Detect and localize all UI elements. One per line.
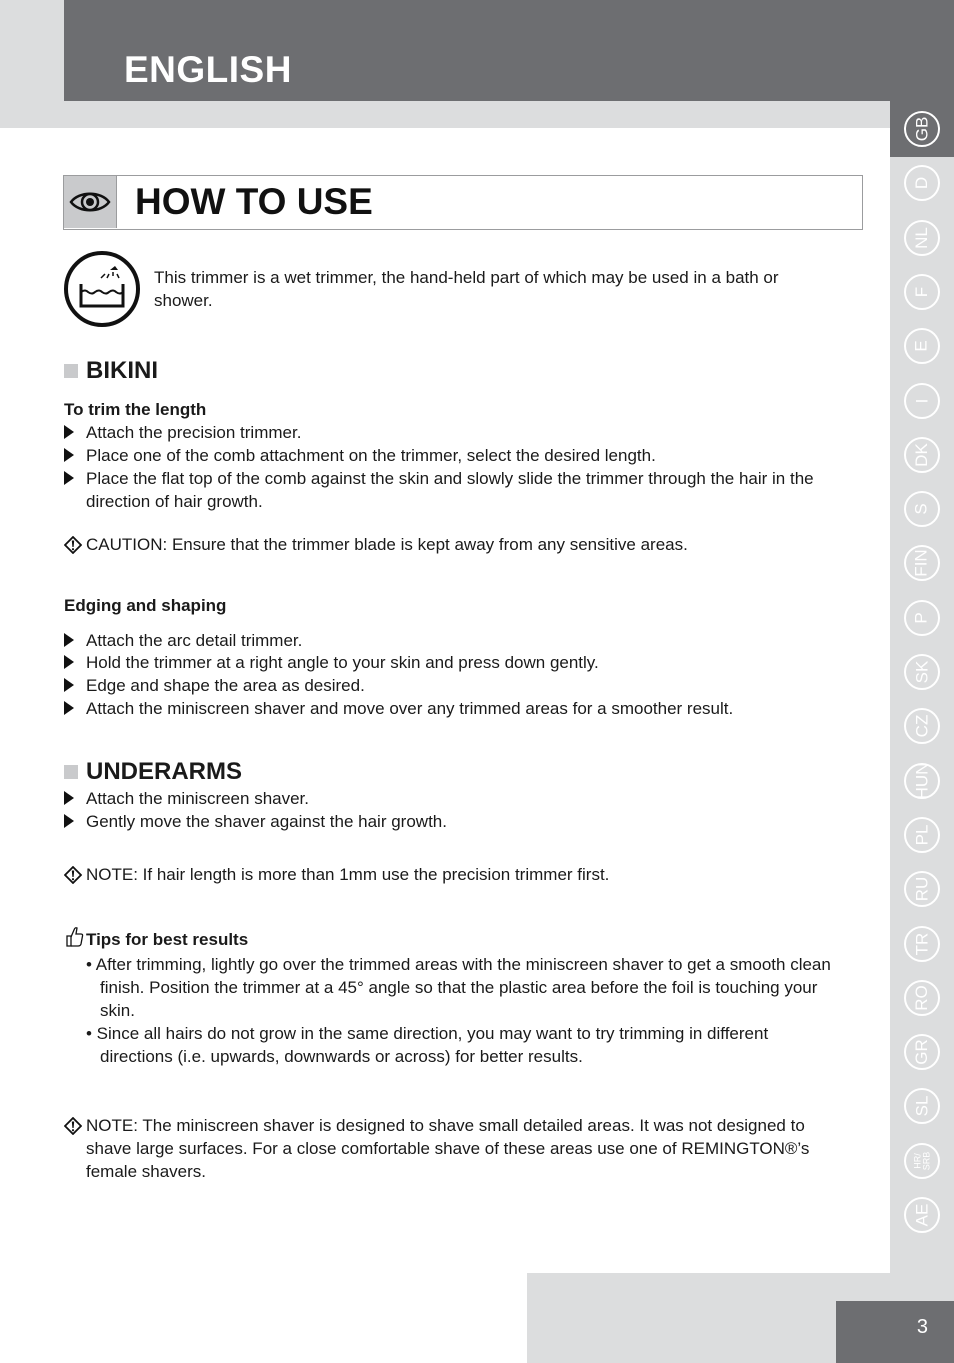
- language-circle: [904, 654, 940, 690]
- page-number: 3: [916, 1316, 928, 1338]
- language-tab[interactable]: [890, 101, 954, 157]
- language-circle: [904, 763, 940, 799]
- language-circle: [904, 491, 940, 527]
- list-item: Hold the trimmer at a right angle to your skin and press down gently.: [64, 651, 844, 674]
- language-tab[interactable]: [890, 318, 954, 374]
- language-code: F: [911, 286, 931, 298]
- arrow-bullet-icon: [64, 425, 74, 439]
- section-title-box: [63, 175, 863, 230]
- language-tab[interactable]: [890, 644, 954, 700]
- language-circle: [904, 980, 940, 1016]
- arrow-bullet-icon: [64, 448, 74, 462]
- language-circle: [904, 1088, 940, 1124]
- arrow-bullet-icon: [64, 701, 74, 715]
- underarms-heading: [64, 758, 242, 786]
- language-code: TR: [911, 932, 931, 955]
- language-tab[interactable]: [890, 698, 954, 754]
- language-code: P: [912, 612, 931, 624]
- language-code: FIN: [911, 549, 931, 578]
- language-tab[interactable]: [890, 1187, 954, 1243]
- language-code: HUN: [912, 762, 931, 800]
- edging-heading: Edging and shaping: [64, 596, 227, 615]
- language-circle: [904, 274, 940, 310]
- list-item: Gently move the shaver against the hair growth.: [64, 810, 844, 833]
- language-tab[interactable]: [890, 373, 954, 429]
- language-code: DK: [912, 442, 931, 467]
- language-code: AE: [912, 1203, 931, 1227]
- shaver-note: NOTE: The miniscreen shaver is designed to shave small detailed areas. It was not designed to shave large surfaces. For a close comfortable shave of these areas use one of REMINGTON®’s female shavers.: [64, 1114, 844, 1183]
- arrow-bullet-icon: [64, 678, 74, 692]
- language-code: S: [912, 503, 931, 515]
- language-tab[interactable]: [890, 1078, 954, 1134]
- eye-icon-cell: [64, 176, 117, 228]
- language-circle: [904, 708, 940, 744]
- language-circle: [904, 871, 940, 907]
- language-code: HR/ SRB: [911, 1151, 931, 1170]
- language-tab[interactable]: [890, 210, 954, 266]
- language-code: RO: [912, 985, 931, 1011]
- language-circle: [904, 111, 940, 147]
- language-code: PL: [911, 824, 931, 846]
- language-code: D: [912, 177, 931, 190]
- list-item: Place one of the comb attachment on the trimmer, select the desired length.: [64, 444, 844, 467]
- tips-heading: Tips for best results: [64, 928, 248, 951]
- language-code: GB: [912, 116, 931, 142]
- caution-note: CAUTION: Ensure that the trimmer blade is kept away from any sensitive areas.: [64, 533, 844, 556]
- tip-item: • After trimming, lightly go over the trimmed areas with the miniscreen shaver to get a smooth clean finish. Position the trimmer at a 45° angle so that the plastic area before the foil is touching your skin.: [86, 955, 831, 1020]
- language-code: E: [912, 340, 931, 352]
- language-circle: [904, 165, 940, 201]
- language-code: CZ: [911, 714, 931, 738]
- language-tab[interactable]: [890, 753, 954, 809]
- language-tab[interactable]: [890, 1133, 954, 1189]
- language-tab[interactable]: [890, 1024, 954, 1080]
- language-circle: [904, 383, 940, 419]
- language-circle: [904, 1143, 940, 1179]
- language-code: I: [911, 398, 931, 403]
- arrow-bullet-icon: [64, 471, 74, 485]
- trim-heading: To trim the length: [64, 400, 207, 419]
- warning-icon: [64, 1117, 82, 1135]
- arrow-bullet-icon: [64, 791, 74, 805]
- language-title: ENGLISH: [124, 49, 292, 90]
- bikini-heading: [64, 357, 158, 385]
- language-circle: [904, 220, 940, 256]
- language-circle: [904, 600, 940, 636]
- language-tab[interactable]: [890, 481, 954, 537]
- hair-length-note: NOTE: If hair length is more than 1mm use the precision trimmer first.: [64, 863, 844, 886]
- page-number-box: [836, 1301, 954, 1363]
- language-circle: [904, 1197, 940, 1233]
- language-tab[interactable]: [890, 861, 954, 917]
- bath-shower-icon: [63, 250, 141, 328]
- warning-icon: [64, 866, 82, 884]
- language-code: NL: [911, 226, 931, 249]
- list-item: Attach the precision trimmer.: [64, 421, 844, 444]
- language-tab[interactable]: [890, 264, 954, 320]
- language-code: GR: [912, 1039, 931, 1065]
- arrow-bullet-icon: [64, 633, 74, 647]
- list-item: Attach the miniscreen shaver.: [64, 787, 844, 810]
- section-title: HOW TO USE: [135, 181, 373, 222]
- intro-text: This trimmer is a wet trimmer, the hand-held part of which may be used in a bath or shower.: [154, 268, 779, 310]
- language-circle: [904, 926, 940, 962]
- square-marker: [64, 364, 78, 378]
- bikini-heading-text: BIKINI: [86, 357, 158, 384]
- language-circle: [904, 328, 940, 364]
- language-code: RU: [912, 876, 931, 902]
- language-circle: [904, 1034, 940, 1070]
- thumbs-up-icon: [64, 926, 84, 948]
- language-code: SK: [912, 660, 931, 684]
- language-circle: [904, 545, 940, 581]
- list-item: Attach the miniscreen shaver and move over any trimmed areas for a smoother result.: [64, 697, 844, 720]
- list-item: Place the flat top of the comb against the skin and slowly slide the trimmer through the hair in the direction of hair growth.: [64, 467, 844, 513]
- language-tab[interactable]: [890, 590, 954, 646]
- language-tab[interactable]: [890, 807, 954, 863]
- language-tab[interactable]: [890, 155, 954, 211]
- eye-icon: [69, 187, 111, 217]
- language-tab[interactable]: [890, 970, 954, 1026]
- list-item: Attach the arc detail trimmer.: [64, 629, 844, 652]
- language-circle: [904, 817, 940, 853]
- warning-icon: [64, 536, 82, 554]
- arrow-bullet-icon: [64, 814, 74, 828]
- language-tab[interactable]: [890, 916, 954, 972]
- language-tab[interactable]: [890, 427, 954, 483]
- arrow-bullet-icon: [64, 655, 74, 669]
- language-circle: [904, 437, 940, 473]
- square-marker: [64, 765, 78, 779]
- tip-item: • Since all hairs do not grow in the same direction, you may want to try trimming in different directions (i.e. upwards, downwards or across) for better results.: [86, 1024, 769, 1066]
- underarms-heading-text: UNDERARMS: [86, 758, 242, 785]
- language-tab[interactable]: [890, 535, 954, 591]
- language-code: SL: [911, 1095, 931, 1117]
- list-item: Edge and shape the area as desired.: [64, 674, 844, 697]
